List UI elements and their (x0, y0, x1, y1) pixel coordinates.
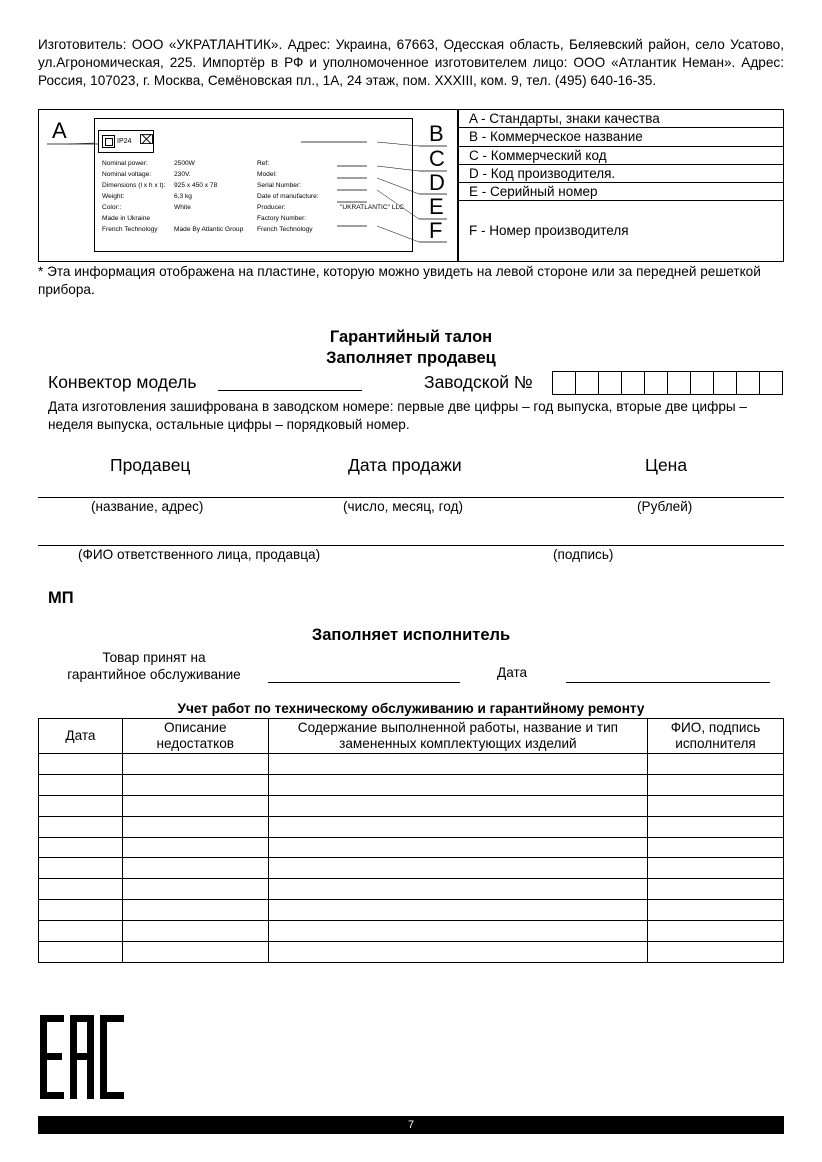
header-work: Содержание выполненной работы, название и тип замененных комплектующих изделий (268, 719, 647, 754)
sub-date: (число, месяц, год) (343, 499, 463, 514)
header-defects: Описание недостатков (122, 719, 268, 754)
table-row (39, 774, 784, 795)
letter-f: F (429, 218, 443, 243)
legend-item: D - Код производителя. (459, 165, 783, 183)
letter-e: E (429, 194, 444, 219)
table-row (39, 942, 784, 963)
manufacturer-info: Изготовитель: ООО «УКРАТЛАНТИК». Адрес: Украина, 67663, Одесская область, Беляевский район, село Усатово, ул.Агрономическая, 225. Импортёр в РФ и уполномоченное изготовителем лицо: ООО «Атлантик Неман». Адрес: Россия, 107023, г. Москва, Семёновская пл., 1А, 24 этаж, пом. XXXIII, ком. 9, тел. (495) 640-16-35. (38, 37, 784, 88)
sub-person: (ФИО ответственного лица, продавца) (78, 547, 321, 562)
table-cell[interactable] (648, 900, 784, 921)
table-cell[interactable] (122, 774, 268, 795)
table-row (39, 754, 784, 775)
accepted-label: Товар принят на гарантийное обслуживание (67, 650, 241, 682)
table-cell[interactable] (39, 795, 123, 816)
model-field[interactable] (218, 390, 362, 391)
header-date: Дата (39, 719, 123, 754)
nameplate-diagram (38, 110, 458, 262)
table-cell[interactable] (39, 858, 123, 879)
table-cell[interactable] (648, 858, 784, 879)
person-line[interactable] (38, 545, 784, 546)
table-row (39, 900, 784, 921)
table-cell[interactable] (648, 816, 784, 837)
page-number: 7 (407, 1119, 415, 1131)
seller-line[interactable] (38, 497, 784, 498)
table-cell[interactable] (39, 900, 123, 921)
letter-b: B (429, 121, 444, 146)
table-cell[interactable] (648, 837, 784, 858)
table-cell[interactable] (122, 879, 268, 900)
stamp-place: МП (48, 589, 74, 607)
date-label: Дата (497, 665, 528, 680)
table-cell[interactable] (122, 754, 268, 775)
table-cell[interactable] (39, 837, 123, 858)
serial-number-boxes[interactable] (553, 371, 783, 395)
table-row (39, 795, 784, 816)
table-cell[interactable] (39, 816, 123, 837)
table-row (39, 921, 784, 942)
table-row (39, 858, 784, 879)
table-cell[interactable] (39, 754, 123, 775)
sub-name: (название, адрес) (91, 499, 204, 514)
serial-description: Дата изготовления зашифрована в заводском номере: первые две цифры – год выпуска, вторые две цифры – неделя выпуска, остальные цифры – порядковый номер. (48, 399, 747, 432)
table-cell[interactable] (648, 795, 784, 816)
seller-label: Продавец (110, 455, 191, 475)
repairs-caption: Учет работ по техническому обслуживанию и гарантийному ремонту (177, 701, 645, 716)
table-cell[interactable] (648, 879, 784, 900)
footnote: * Эта информация отображена на пластине, которую можно увидеть на левой стороне или за передней решеткой прибора. (38, 264, 761, 297)
legend-item: F - Номер производителя (469, 223, 629, 239)
sub-price: (Рублей) (637, 499, 693, 514)
table-cell[interactable] (648, 774, 784, 795)
standards-box: IP24 ⌧ (98, 130, 154, 153)
model-label: Конвектор модель (48, 372, 197, 392)
page-number-bar (38, 1116, 784, 1134)
accepted-field[interactable] (268, 682, 460, 683)
serial-label: Заводской № (424, 372, 533, 392)
double-insulation-icon (102, 135, 115, 148)
table-cell[interactable] (268, 900, 647, 921)
table-cell[interactable] (268, 837, 647, 858)
legend-item: A - Стандарты, знаки качества (459, 110, 783, 128)
table-cell[interactable] (268, 879, 647, 900)
legend-item: B - Коммерческое название (459, 128, 783, 146)
table-cell[interactable] (122, 921, 268, 942)
table-cell[interactable] (122, 795, 268, 816)
header-executor: ФИО, подпись исполнителя (648, 719, 784, 754)
table-cell[interactable] (268, 795, 647, 816)
letter-a: A (52, 118, 67, 143)
table-cell[interactable] (268, 816, 647, 837)
table-cell[interactable] (648, 754, 784, 775)
sub-sign: (подпись) (553, 547, 614, 562)
seller-section-title: Заполняет продавец (326, 349, 496, 367)
letter-c: C (429, 146, 445, 171)
table-cell[interactable] (39, 879, 123, 900)
table-cell[interactable] (268, 858, 647, 879)
date-field[interactable] (566, 682, 770, 683)
table-cell[interactable] (122, 942, 268, 963)
weee-bin-icon: ⌧ (139, 132, 154, 147)
table-cell[interactable] (268, 942, 647, 963)
table-cell[interactable] (122, 837, 268, 858)
price-label: Цена (645, 455, 688, 475)
eac-logo (40, 1015, 126, 1099)
table-cell[interactable] (268, 774, 647, 795)
executor-section-title: Заполняет исполнитель (311, 626, 511, 644)
table-cell[interactable] (122, 858, 268, 879)
table-row (39, 816, 784, 837)
table-cell[interactable] (39, 942, 123, 963)
table-cell[interactable] (122, 816, 268, 837)
nameplate-legend (458, 110, 784, 262)
letter-d: D (429, 170, 445, 195)
sale-date-label: Дата продажи (348, 455, 462, 475)
table-cell[interactable] (648, 921, 784, 942)
table-cell[interactable] (648, 942, 784, 963)
table-cell[interactable] (39, 774, 123, 795)
warranty-title: Гарантийный талон (329, 328, 493, 346)
table-cell[interactable] (268, 754, 647, 775)
table-row (39, 837, 784, 858)
table-cell[interactable] (122, 900, 268, 921)
legend-item: C - Коммерческий код (459, 147, 783, 165)
legend-item: E - Серийный номер (459, 183, 783, 201)
table-cell[interactable] (39, 921, 123, 942)
table-cell[interactable] (268, 921, 647, 942)
rating-plate: IP24 ⌧ Nominal power: Nominal voltage: Dimensions (l x h x t): Weight: Color:: Made in Ukraine French Technology 2500W 230V. 925 x 450 x 78 6,3 kg White Made By Atlantic Group Ref: Model: Serial Number: Date of manufacture: Producer: Factory Number: French Technology "UKRATLANTIC" LLC (94, 118, 413, 252)
repairs-table (38, 718, 784, 963)
table-row (39, 879, 784, 900)
